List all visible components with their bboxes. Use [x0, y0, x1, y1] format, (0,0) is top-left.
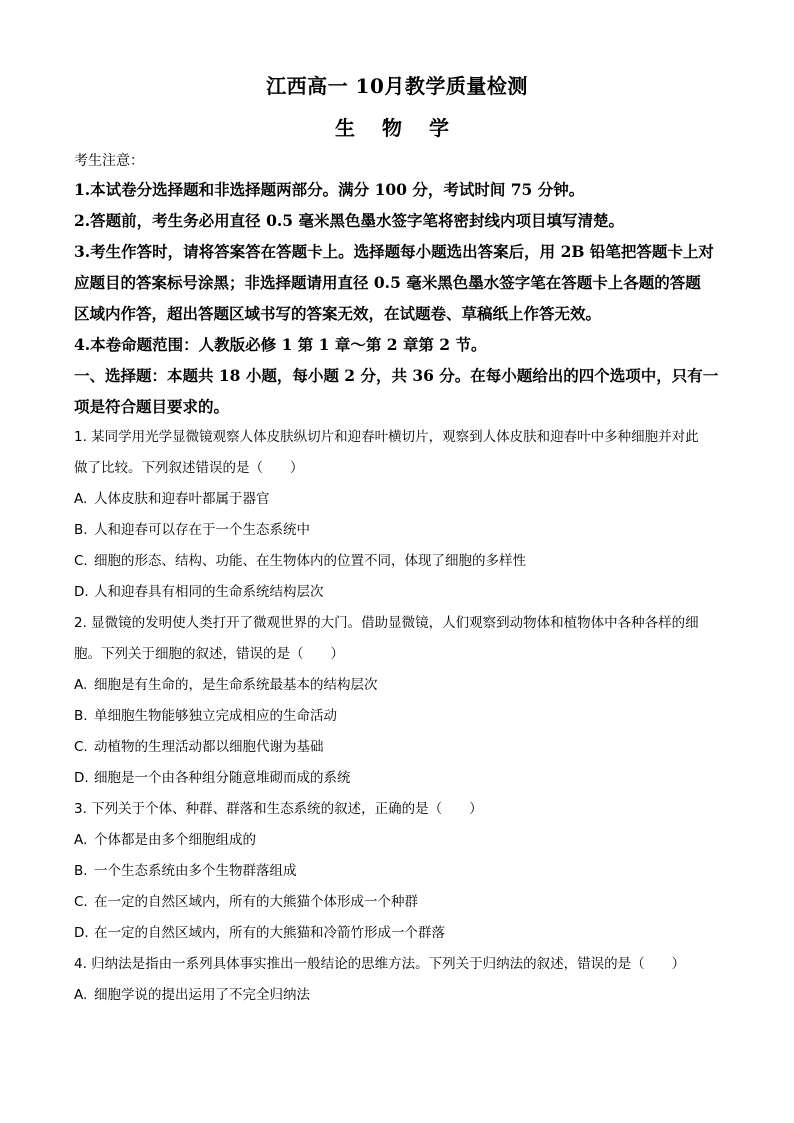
section-heading-line: 一、选择题：本题共 18 小题，每小题 2 分，共 36 分。在每小题给出的四个选项中，只有一 [74, 366, 719, 385]
question-stem: 3. 下列关于个体、种群、群落和生态系统的叙述，正确的是（ ） [74, 801, 483, 817]
option-text: 细胞学说的提出运用了不完全归纳法 [94, 987, 310, 1003]
exam-content [74, 148, 724, 1011]
option-letter: A. [74, 677, 88, 693]
option-b [74, 856, 724, 887]
notice-line: 应题目的答案标号涂黑；非选择题请用直径 0.5 毫米黑色墨水签字笔在答题卡上各题的答题 [74, 273, 701, 292]
option-letter: B. [74, 708, 88, 724]
option-letter: C. [74, 739, 88, 755]
question-4 [74, 949, 724, 1011]
option-c [74, 732, 724, 763]
option-text: 在一定的自然区域内，所有的大熊猫和冷箭竹形成一个群落 [94, 925, 445, 941]
option-b [74, 515, 724, 546]
option-text: 人体皮肤和迎春叶都属于器官 [94, 491, 270, 507]
notice-line: 区域内作答，超出答题区域书写的答案无效，在试题卷、草稿纸上作答无效。 [74, 304, 602, 323]
option-b [74, 701, 724, 732]
option-letter: A. [74, 491, 88, 507]
option-text: 单细胞生物能够独立完成相应的生命活动 [94, 708, 337, 724]
subject-title: 生 物 学 [335, 116, 459, 140]
option-letter: D. [74, 584, 89, 600]
question-stem: 2. 显微镜的发明使人类打开了微观世界的大门。借助显微镜，人们观察到动物体和植物体中各种各样的细 [74, 615, 699, 631]
option-text: 一个生态系统由多个生物群落组成 [94, 863, 297, 879]
option-c [74, 546, 724, 577]
notice-line: 1.本试卷分选择题和非选择题两部分。满分 100 分，考试时间 75 分钟。 [74, 180, 585, 199]
question-1 [74, 422, 724, 608]
section-heading [74, 360, 724, 422]
option-d [74, 918, 724, 949]
notice-heading: 考生注意： [74, 153, 144, 169]
option-d [74, 577, 724, 608]
option-a [74, 670, 724, 701]
question-stem: 1. 某同学用光学显微镜观察人体皮肤纵切片和迎春叶横切片，观察到人体皮肤和迎春叶中多种细胞并对此 [74, 429, 699, 445]
option-letter: C. [74, 553, 88, 569]
option-letter: D. [74, 770, 89, 786]
option-text: 细胞是有生命的，是生命系统最基本的结构层次 [94, 677, 378, 693]
question-3 [74, 794, 724, 949]
option-letter: A. [74, 987, 88, 1003]
notice-line: 2.答题前，考生务必用直径 0.5 毫米黑色墨水签字笔将密封线内项目填写清楚。 [74, 211, 624, 230]
exam-title: 江西高一 10月教学质量检测 [266, 74, 528, 98]
option-text: 细胞的形态、结构、功能、在生物体内的位置不同，体现了细胞的多样性 [94, 553, 526, 569]
option-text: 动植物的生理活动都以细胞代谢为基础 [94, 739, 324, 755]
question-2 [74, 608, 724, 794]
question-stem: 胞。下列关于细胞的叙述，错误的是（ ） [74, 646, 344, 662]
question-stem: 做了比较。下列叙述错误的是（ ） [74, 460, 304, 476]
option-letter: A. [74, 832, 88, 848]
option-letter: B. [74, 863, 88, 879]
option-text: 在一定的自然区域内，所有的大熊猫个体形成一个种群 [94, 894, 418, 910]
option-text: 人和迎春可以存在于一个生态系统中 [94, 522, 310, 538]
option-text: 个体都是由多个细胞组成的 [94, 832, 256, 848]
option-a [74, 484, 724, 515]
notice-line: 3.考生作答时，请将答案答在答题卡上。选择题每小题选出答案后，用 2B 铅笔把答题卡上对 [74, 242, 714, 261]
option-d [74, 763, 724, 794]
notice-block [74, 174, 724, 360]
notice-line: 4.本卷命题范围：人教版必修 1 第 1 章～第 2 章第 2 节。 [74, 335, 487, 354]
question-stem: 4. 归纳法是指由一系列具体事实推出一般结论的思维方法。下列关于归纳法的叙述，错误的是（ ） [74, 956, 686, 972]
option-text: 人和迎春具有相同的生命系统结构层次 [94, 584, 324, 600]
option-text: 细胞是一个由各种组分随意堆砌而成的系统 [94, 770, 351, 786]
option-letter: D. [74, 925, 89, 941]
option-a [74, 980, 724, 1011]
option-a [74, 825, 724, 856]
option-letter: B. [74, 522, 88, 538]
section-heading-line: 项是符合题目要求的。 [74, 397, 230, 416]
option-c [74, 887, 724, 918]
option-letter: C. [74, 894, 88, 910]
